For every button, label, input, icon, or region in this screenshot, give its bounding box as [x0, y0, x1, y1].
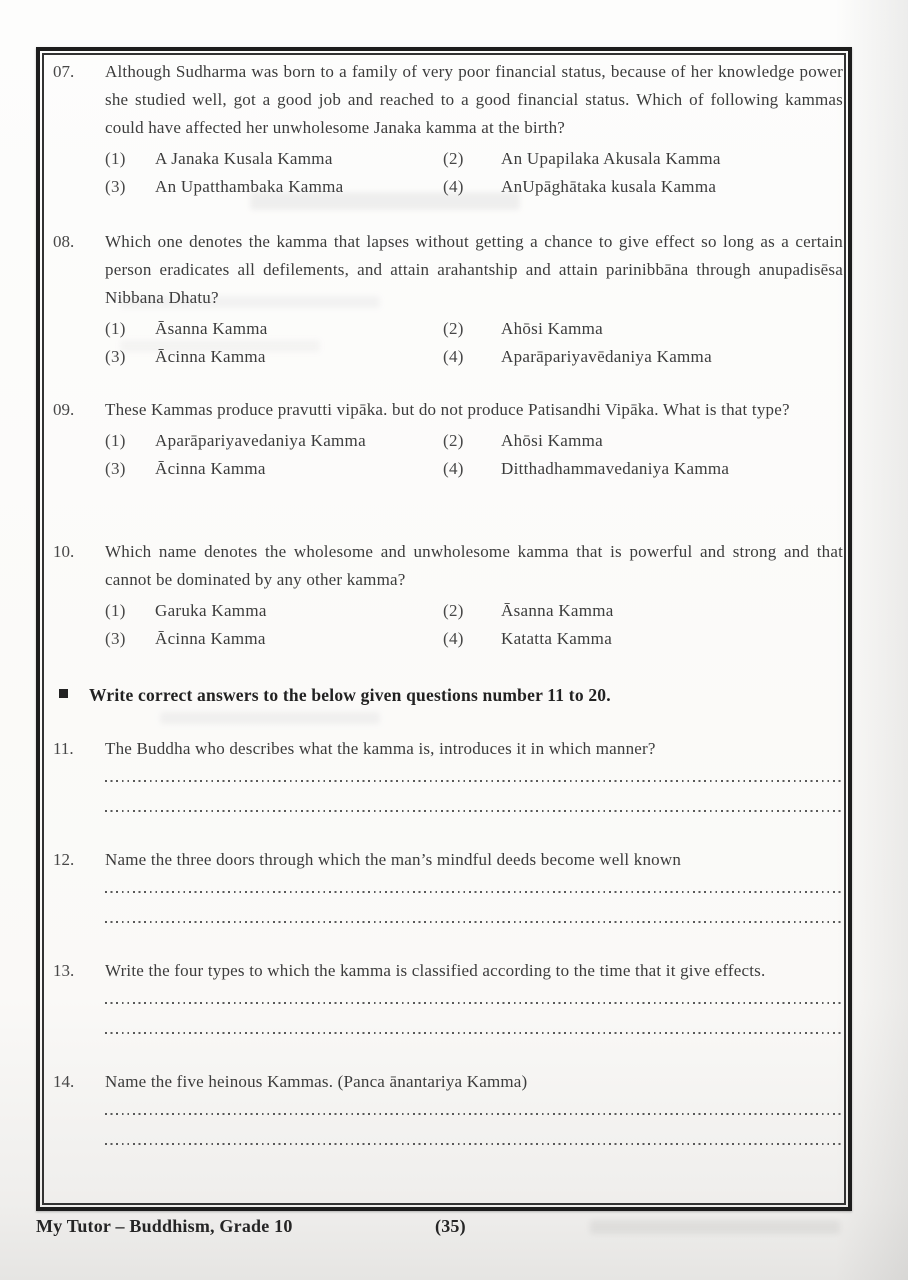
question-13: [53, 957, 843, 1034]
answer-area: [105, 890, 841, 923]
option-number: (2): [443, 601, 464, 620]
bullet-square-icon: [59, 689, 68, 698]
option-label: Ācinna Kamma: [155, 459, 266, 478]
answer-line: [105, 890, 841, 893]
option-number: (1): [105, 319, 126, 338]
option-number: (2): [443, 431, 464, 450]
option-label: Aparāpariyavedaniya Kamma: [155, 431, 366, 450]
answer-line: [105, 1031, 841, 1034]
answer-area: [105, 779, 841, 812]
option-label: An Upatthambaka Kamma: [155, 177, 344, 196]
page-footer: [36, 1216, 852, 1244]
option-label: Ditthadhammavedaniya Kamma: [501, 459, 730, 478]
question-text: Write the four types to which the kamma is classified according to the time that it give effects.: [105, 961, 766, 980]
answer-area: [105, 1001, 841, 1034]
option-label: Aparāpariyavēdaniya Kamma: [501, 347, 712, 366]
option-number: (1): [105, 601, 126, 620]
option-list: [105, 597, 843, 653]
option-number: (1): [105, 149, 126, 168]
footer-title: My Tutor – Buddhism, Grade 10: [36, 1216, 293, 1236]
question-14: [53, 1068, 843, 1145]
option-label: Ahōsi Kamma: [501, 319, 603, 338]
question-11: [53, 735, 843, 812]
option-list: [105, 315, 843, 371]
question-10: [53, 538, 843, 653]
option-number: (4): [443, 177, 464, 196]
option-number: (4): [443, 459, 464, 478]
option-label: Ācinna Kamma: [155, 629, 266, 648]
question-text: Which name denotes the wholesome and unwholesome kamma that is powerful and strong and that cannot be dominated by any other kamma?: [105, 542, 843, 589]
question-08: [53, 228, 843, 371]
question-number: 10.: [53, 542, 75, 561]
option-label: Āsanna Kamma: [155, 319, 268, 338]
option-label: AnUpāghātaka kusala Kamma: [501, 177, 717, 196]
answer-line: [105, 1142, 841, 1145]
question-text: Name the three doors through which the man’s mindful deeds become well known: [105, 850, 682, 869]
option-label: Āsanna Kamma: [501, 601, 614, 620]
question-text: Which one denotes the kamma that lapses without getting a chance to give effect so long as a certain person eradicates all defilements, and attain arahantship and attain parinibbāna through anupadisēsa Nibbana Dhatu?: [105, 232, 843, 307]
question-number: 14.: [53, 1072, 75, 1091]
section-header: [53, 681, 843, 709]
option-number: (1): [105, 431, 126, 450]
option-number: (3): [105, 177, 126, 196]
option-list: [105, 145, 843, 201]
option-label: Katatta Kamma: [501, 629, 613, 648]
question-number: 12.: [53, 850, 75, 869]
page-content: [45, 56, 849, 1204]
question-text: Name the five heinous Kammas. (Panca ānantariya Kamma): [105, 1072, 528, 1091]
question-07: [53, 58, 843, 201]
question-12: [53, 846, 843, 923]
question-number: 13.: [53, 961, 75, 980]
option-number: (3): [105, 347, 126, 366]
section-header-text: Write correct answers to the below given questions number 11 to 20.: [89, 685, 611, 705]
question-text: Although Sudharma was born to a family of very poor financial status, because of her knowledge power she studied well, got a good job and reached to a good financial status. Which of following kammas could have affected her unwholesome Janaka kamma at the birth?: [105, 62, 843, 137]
page-number: (35): [435, 1216, 466, 1236]
question-number: 09.: [53, 400, 75, 419]
option-label: Ahōsi Kamma: [501, 431, 603, 450]
question-number: 08.: [53, 232, 75, 251]
option-number: (4): [443, 629, 464, 648]
option-list: [105, 427, 843, 483]
answer-line: [105, 1112, 841, 1115]
option-number: (4): [443, 347, 464, 366]
option-label: Garuka Kamma: [155, 601, 267, 620]
question-number: 11.: [53, 739, 74, 758]
answer-line: [105, 920, 841, 923]
question-text: The Buddha who describes what the kamma is, introduces it in which manner?: [105, 739, 656, 758]
option-number: (3): [105, 629, 126, 648]
answer-area: [105, 1112, 841, 1145]
answer-line: [105, 1001, 841, 1004]
answer-line: [105, 809, 841, 812]
question-text: These Kammas produce pravutti vipāka. but do not produce Patisandhi Vipāka. What is that type?: [105, 400, 790, 419]
question-09: [53, 396, 843, 483]
answer-line: [105, 779, 841, 782]
option-number: (3): [105, 459, 126, 478]
option-number: (2): [443, 149, 464, 168]
option-label: A Janaka Kusala Kamma: [155, 149, 333, 168]
question-number: 07.: [53, 62, 75, 81]
option-label: Ācinna Kamma: [155, 347, 266, 366]
option-number: (2): [443, 319, 464, 338]
option-label: An Upapilaka Akusala Kamma: [501, 149, 721, 168]
